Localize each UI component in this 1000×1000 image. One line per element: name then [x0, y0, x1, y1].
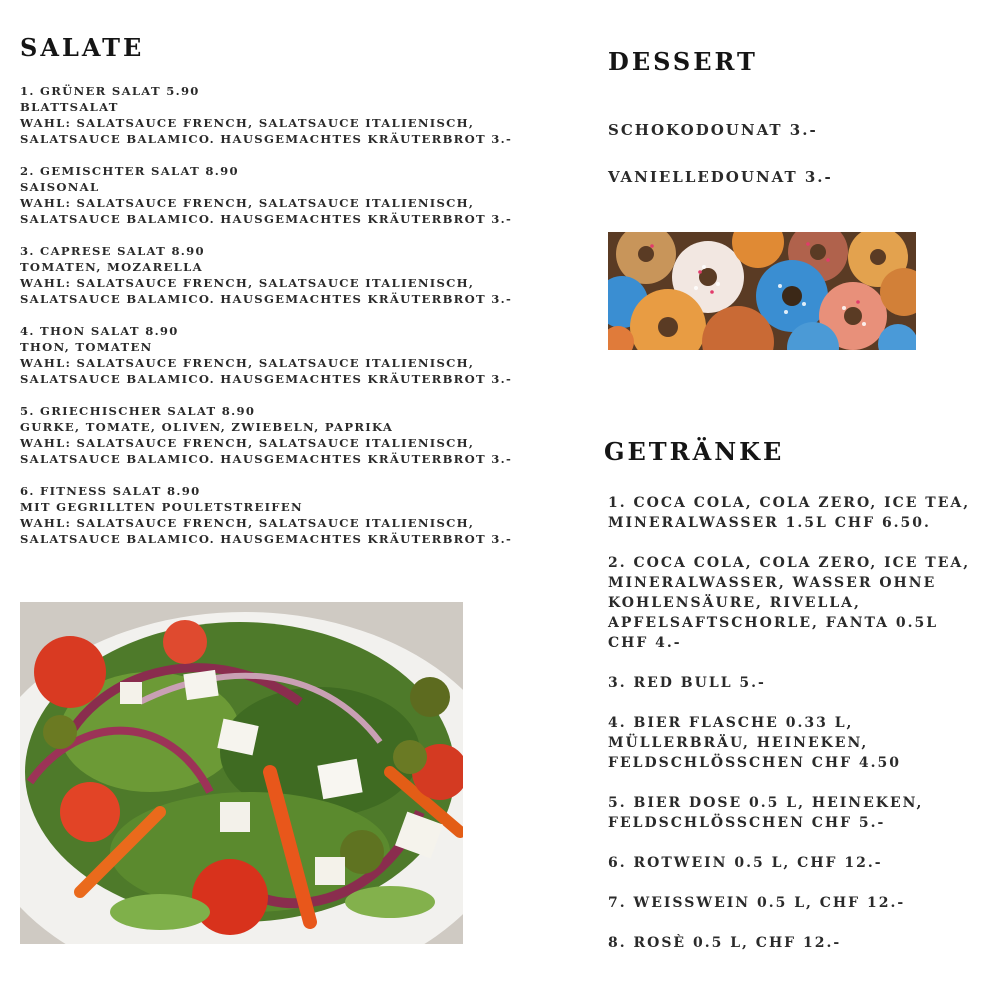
drink-line: FELDSCHLÖSSCHEN CHF 4.50 — [608, 755, 902, 771]
drink-line: CHF 4.- — [608, 635, 682, 651]
salad-item-dressing: WAHL: SALATSAUCE FRENCH, SALATSAUCE ITALIENISCH, — [20, 516, 475, 530]
salad-item-ingredients: MIT GEGRILLTEN POULETSTREIFEN — [20, 500, 303, 514]
dessert-item: VANIELLEDOUNAT 3.- — [608, 168, 833, 186]
salad-item — [20, 83, 540, 147]
drink-line: MINERALWASSER 1.5L CHF 6.50. — [608, 515, 931, 531]
salad-item-title: 4. THON SALAT 8.90 — [20, 324, 179, 338]
drink-item — [608, 713, 988, 773]
salad-item-extra: SALATSAUCE BALAMICO. HAUSGEMACHTES KRÄUTERBROT 3.- — [20, 532, 513, 546]
salad-item-dressing: WAHL: SALATSAUCE FRENCH, SALATSAUCE ITALIENISCH, — [20, 356, 475, 370]
drink-line: 2. COCA COLA, COLA ZERO, ICE TEA, — [608, 555, 971, 571]
salad-item-dressing: WAHL: SALATSAUCE FRENCH, SALATSAUCE ITALIENISCH, — [20, 436, 475, 450]
salad-photo — [20, 602, 463, 944]
drink-item — [608, 853, 988, 873]
drink-line: 4. BIER FLASCHE 0.33 L, — [608, 715, 854, 731]
drink-item — [608, 793, 988, 833]
salad-item-dressing: WAHL: SALATSAUCE FRENCH, SALATSAUCE ITALIENISCH, — [20, 196, 475, 210]
drink-line: APFELSAFTSCHORLE, FANTA 0.5L — [608, 615, 939, 631]
salad-photo-icon — [20, 602, 463, 944]
salad-item-dressing: WAHL: SALATSAUCE FRENCH, SALATSAUCE ITALIENISCH, — [20, 276, 475, 290]
salad-item-ingredients: THON, TOMATEN — [20, 340, 153, 354]
donut-photo-icon — [608, 232, 916, 350]
drink-line: MÜLLERBRÄU, HEINEKEN, — [608, 735, 869, 751]
dessert-heading: DESSERT — [608, 47, 758, 76]
salad-item-extra: SALATSAUCE BALAMICO. HAUSGEMACHTES KRÄUTERBROT 3.- — [20, 372, 513, 386]
drink-item — [608, 933, 988, 953]
drink-line: MINERALWASSER, WASSER OHNE — [608, 575, 937, 591]
drink-line: FELDSCHLÖSSCHEN CHF 5.- — [608, 815, 886, 831]
salad-item-ingredients: GURKE, TOMATE, OLIVEN, ZWIEBELN, PAPRIKA — [20, 420, 394, 434]
salad-item-ingredients: TOMATEN, MOZARELLA — [20, 260, 203, 274]
drink-line: 6. ROTWEIN 0.5 L, CHF 12.- — [608, 855, 883, 871]
getraenke-heading: GETRÄNKE — [604, 437, 785, 466]
salad-item — [20, 243, 540, 307]
drink-line: 5. BIER DOSE 0.5 L, HEINEKEN, — [608, 795, 924, 811]
drink-line: 8. ROSÈ 0.5 L, CHF 12.- — [608, 935, 842, 951]
drink-item — [608, 493, 988, 533]
salad-item — [20, 163, 540, 227]
salad-item-dressing: WAHL: SALATSAUCE FRENCH, SALATSAUCE ITALIENISCH, — [20, 116, 475, 130]
drink-list — [608, 493, 988, 973]
salad-item-extra: SALATSAUCE BALAMICO. HAUSGEMACHTES KRÄUTERBROT 3.- — [20, 212, 513, 226]
drink-line: KOHLENSÄURE, RIVELLA, — [608, 595, 861, 611]
drink-line: 7. WEISSWEIN 0.5 L, CHF 12.- — [608, 895, 906, 911]
salad-item-ingredients: BLATTSALAT — [20, 100, 119, 114]
salad-list — [20, 83, 540, 563]
dessert-item: SCHOKODOUNAT 3.- — [608, 121, 818, 139]
salad-item — [20, 403, 540, 467]
drink-line: 3. RED BULL 5.- — [608, 675, 766, 691]
drink-line: 1. COCA COLA, COLA ZERO, ICE TEA, — [608, 495, 971, 511]
salad-item — [20, 323, 540, 387]
salad-item-title: 3. CAPRESE SALAT 8.90 — [20, 244, 205, 258]
salad-item-title: 5. GRIECHISCHER SALAT 8.90 — [20, 404, 256, 418]
salad-item-title: 6. FITNESS SALAT 8.90 — [20, 484, 201, 498]
salad-item-extra: SALATSAUCE BALAMICO. HAUSGEMACHTES KRÄUTERBROT 3.- — [20, 292, 513, 306]
salad-item-extra: SALATSAUCE BALAMICO. HAUSGEMACHTES KRÄUTERBROT 3.- — [20, 452, 513, 466]
salad-item-title: 2. GEMISCHTER SALAT 8.90 — [20, 164, 239, 178]
salad-item-title: 1. GRÜNER SALAT 5.90 — [20, 84, 200, 98]
drink-item — [608, 893, 988, 913]
salad-item — [20, 483, 540, 547]
donut-photo — [608, 232, 916, 350]
drink-item — [608, 673, 988, 693]
salad-item-ingredients: SAISONAL — [20, 180, 100, 194]
drink-item — [608, 553, 988, 653]
salate-heading: SALATE — [20, 33, 145, 62]
salad-item-extra: SALATSAUCE BALAMICO. HAUSGEMACHTES KRÄUTERBROT 3.- — [20, 132, 513, 146]
